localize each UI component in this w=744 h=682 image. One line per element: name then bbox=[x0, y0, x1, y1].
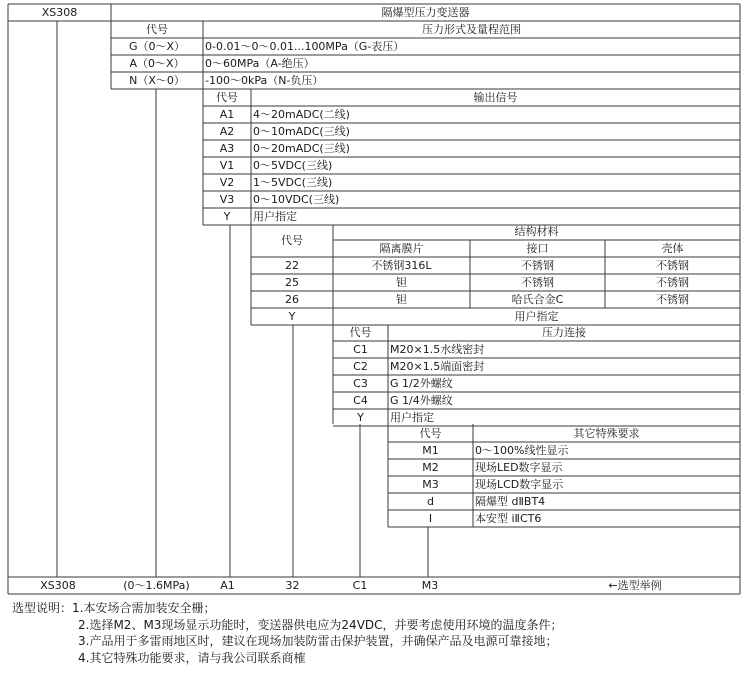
range-code-header: 代号 bbox=[146, 23, 168, 36]
note-line-2: 2.选择M2、M3现场显示功能时，变送器供电应为24VDC，并要考虑使用环境的温度条件； bbox=[78, 617, 563, 632]
material-col-header-0: 隔离膜片 bbox=[379, 242, 424, 255]
material-user-desc: 用户指定 bbox=[514, 310, 559, 323]
example-cell-0: XS308 bbox=[40, 579, 76, 592]
output-desc-header: 输出信号 bbox=[473, 91, 518, 104]
special-code-3: d bbox=[427, 495, 434, 508]
output-code-2: A3 bbox=[219, 142, 235, 155]
connection-desc-1: M20×1.5端面密封 bbox=[390, 360, 485, 373]
model-label: XS308 bbox=[41, 6, 78, 19]
connection-desc-3: G 1/4外螺纹 bbox=[390, 394, 453, 407]
example-cell-3: 32 bbox=[285, 579, 300, 592]
note-line-1: 选型说明：1.本安场合需加装安全栅； bbox=[12, 601, 216, 615]
material-cell-0-1: 不锈钢 bbox=[521, 259, 554, 272]
range-code-1: A（0～X） bbox=[129, 57, 185, 70]
example-cell-4: C1 bbox=[352, 579, 368, 592]
output-code-6: Y bbox=[223, 210, 231, 223]
output-code-4: V2 bbox=[219, 176, 235, 189]
output-code-3: V1 bbox=[219, 159, 235, 172]
material-cell-1-1: 不锈钢 bbox=[521, 276, 554, 289]
output-desc-4: 1～5VDC(三线) bbox=[253, 176, 333, 189]
special-code-2: M3 bbox=[422, 478, 439, 491]
material-col-header-1: 接口 bbox=[526, 242, 549, 255]
output-desc-3: 0～5VDC(三线) bbox=[253, 159, 333, 172]
output-desc-0: 4～20mADC(二线) bbox=[253, 108, 350, 121]
range-desc-1: 0～60MPa（A-绝压） bbox=[205, 57, 315, 70]
note-line-4: 4.其它特殊功能要求，请与我公司联系商榷 bbox=[78, 650, 306, 665]
product-title: 隔爆型压力变送器 bbox=[381, 6, 470, 19]
material-cell-2-0: 钽 bbox=[396, 293, 407, 306]
example-cell-2: A1 bbox=[220, 579, 235, 592]
range-desc-0: 0-0.01～0～0.01...100MPa（G-表压） bbox=[205, 40, 405, 53]
connection-desc-0: M20×1.5水线密封 bbox=[390, 343, 485, 356]
material-col-header-2: 壳体 bbox=[661, 242, 684, 255]
special-code-header: 代号 bbox=[419, 427, 442, 440]
selection-notes bbox=[12, 600, 736, 666]
output-desc-2: 0～20mADC(三线) bbox=[253, 142, 350, 155]
special-desc-0: 0～100%线性显示 bbox=[475, 444, 569, 457]
connection-code-1: C2 bbox=[353, 360, 368, 373]
material-cell-2-1: 哈氏合金C bbox=[511, 293, 564, 306]
material-cell-0-2: 不锈钢 bbox=[656, 259, 689, 272]
connection-code-header: 代号 bbox=[349, 326, 372, 339]
connection-desc-header: 压力连接 bbox=[542, 326, 586, 339]
special-desc-1: 现场LED数字显示 bbox=[475, 461, 563, 474]
output-desc-1: 0～10mADC(三线) bbox=[253, 125, 350, 138]
output-code-header: 代号 bbox=[216, 91, 238, 104]
example-label: ←选型举例 bbox=[608, 579, 662, 592]
example-cell-1: (0～1.6MPa) bbox=[123, 579, 190, 592]
connection-code-4: Y bbox=[357, 411, 364, 424]
example-cell-5: M3 bbox=[421, 579, 439, 592]
special-desc-header: 其它特殊要求 bbox=[573, 427, 640, 440]
output-code-1: A2 bbox=[219, 125, 235, 138]
connection-code-3: C4 bbox=[353, 394, 368, 407]
special-code-4: I bbox=[428, 512, 433, 525]
range-desc-2: -100～0kPa（N-负压） bbox=[205, 74, 324, 87]
special-desc-4: 本安型 iⅡCT6 bbox=[475, 512, 542, 525]
range-desc-header: 压力形式及量程范围 bbox=[422, 23, 521, 36]
output-desc-5: 0～10VDC(三线) bbox=[253, 193, 340, 206]
output-code-0: A1 bbox=[219, 108, 235, 121]
connection-code-0: C1 bbox=[353, 343, 368, 356]
range-code-2: N（X～0） bbox=[129, 74, 185, 87]
special-desc-3: 隔爆型 dⅡBT4 bbox=[475, 495, 546, 508]
material-code-1: 25 bbox=[285, 276, 299, 289]
output-desc-6: 用户指定 bbox=[253, 210, 297, 223]
material-code-header: 代号 bbox=[281, 234, 303, 247]
special-desc-2: 现场LCD数字显示 bbox=[475, 478, 564, 491]
material-user-code: Y bbox=[288, 310, 296, 323]
connection-desc-4: 用户指定 bbox=[390, 411, 434, 424]
material-code-2: 26 bbox=[285, 293, 299, 306]
special-code-0: M1 bbox=[422, 444, 439, 457]
range-code-0: G（0～X） bbox=[128, 40, 186, 53]
connection-code-2: C3 bbox=[353, 377, 368, 390]
material-cell-1-0: 钽 bbox=[396, 276, 407, 289]
material-cell-0-0: 不锈钢316L bbox=[371, 259, 432, 272]
material-cell-1-2: 不锈钢 bbox=[656, 276, 689, 289]
connection-desc-2: G 1/2外螺纹 bbox=[390, 377, 453, 390]
special-code-1: M2 bbox=[422, 461, 439, 474]
material-cell-2-2: 不锈钢 bbox=[656, 293, 689, 306]
material-code-0: 22 bbox=[285, 259, 299, 272]
output-code-5: V3 bbox=[219, 193, 235, 206]
material-group-header: 结构材料 bbox=[514, 225, 559, 238]
note-line-3: 3.产品用于多雷雨地区时，建议在现场加装防雷击保护装置，并确保产品及电源可靠接地； bbox=[78, 634, 558, 648]
